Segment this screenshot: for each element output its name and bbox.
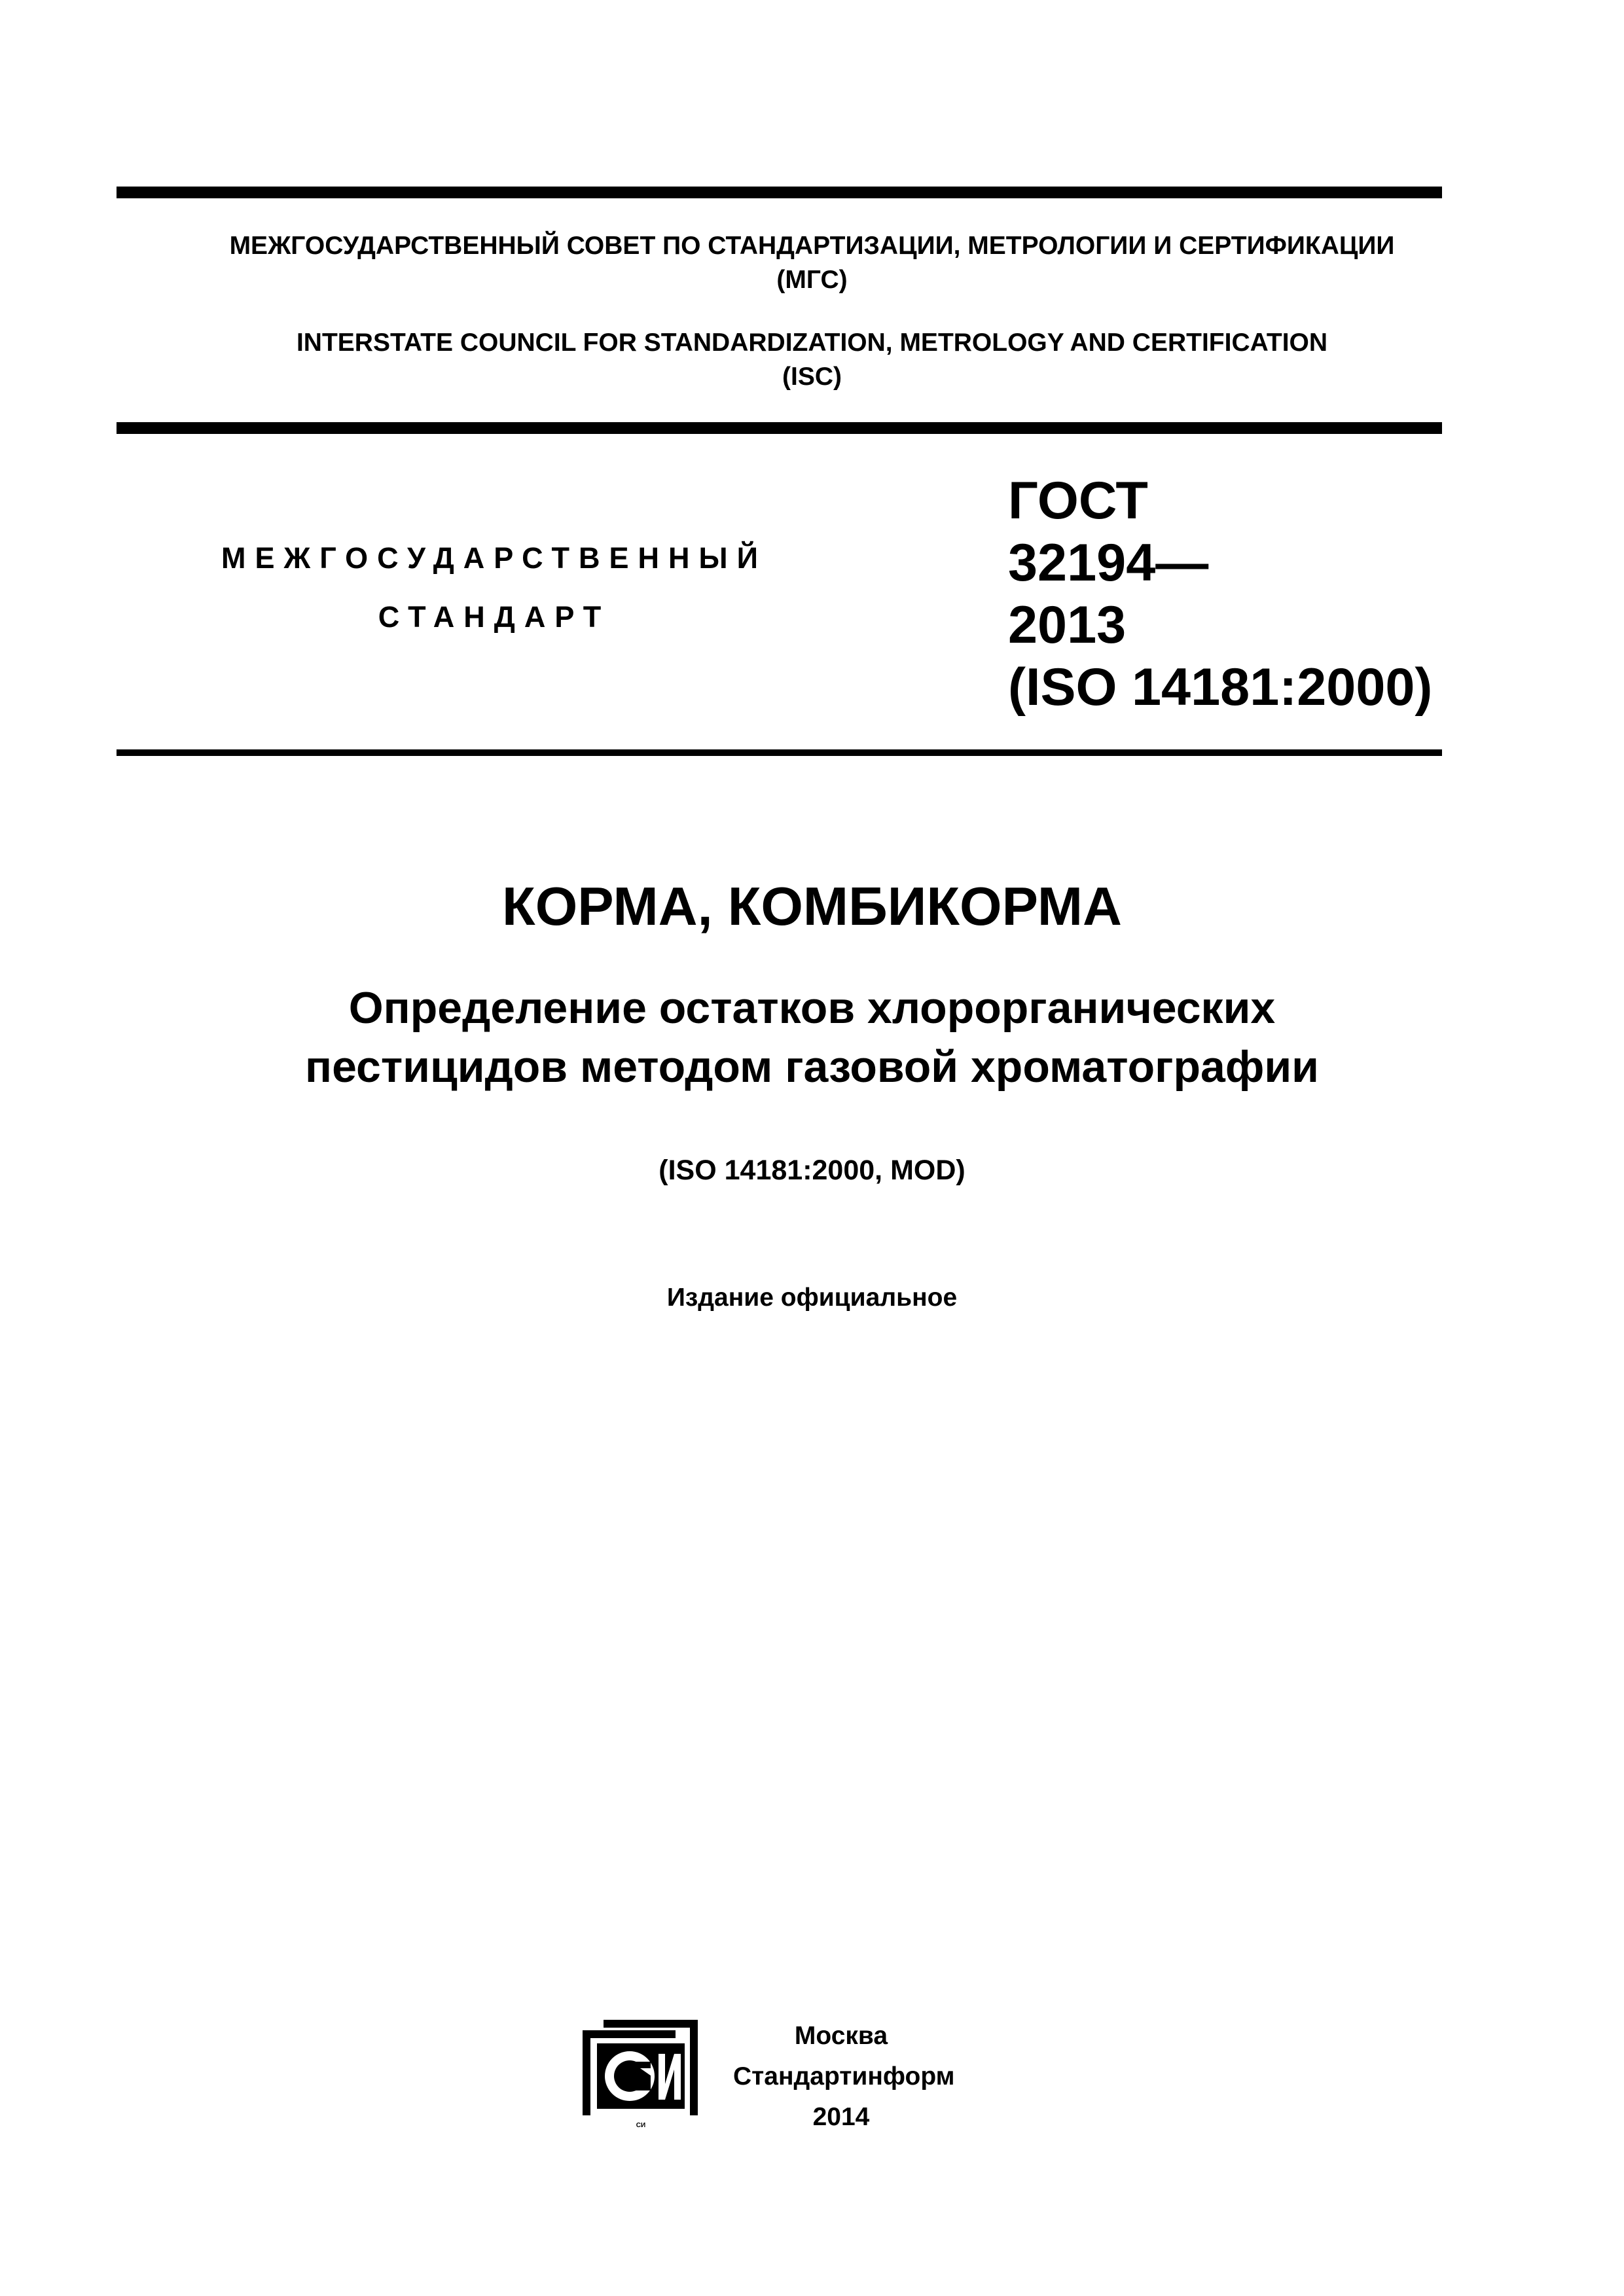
standard-designation (1008, 470, 1432, 719)
top-rule (117, 187, 1442, 198)
document-subtitle-line: Определение остатков хлорорганических (348, 983, 1276, 1033)
edition-note: Издание официальное (666, 1283, 958, 1312)
designation-year: 2013 (1008, 596, 1127, 655)
council-name-ru-line: МЕЖГОСУДАРСТВЕННЫЙ СОВЕТ ПО СТАНДАРТИЗАЦИИ, МЕТРОЛОГИИ И СЕРТИФИКАЦИИ (229, 232, 1395, 260)
iso-reference: (ISO 14181:2000, MOD) (659, 1155, 965, 1186)
council-name-en (0, 326, 1624, 394)
standartinform-logo-icon (577, 2017, 703, 2132)
publisher-name: Стандартинформ (733, 2062, 955, 2090)
logo-lettering: СИ (636, 2122, 646, 2129)
document-subtitle-line: пестицидов методом газовой хроматографии (305, 1042, 1319, 1092)
publisher-city: Москва (794, 2022, 888, 2050)
council-abbrev-en: (ISC) (782, 363, 842, 391)
council-name-en-line: INTERSTATE COUNCIL FOR STANDARDIZATION, METROLOGY AND CERTIFICATION (296, 329, 1328, 357)
interstate-standard-label-line: МЕЖГОСУДАРСТВЕННЫЙ (221, 541, 767, 575)
interstate-standard-label (144, 529, 844, 647)
document-subtitle (0, 978, 1624, 1096)
designation-bottom-rule (117, 749, 1442, 756)
council-name-ru (0, 229, 1624, 297)
council-abbrev-ru: (МГС) (776, 266, 848, 294)
document-title: КОРМА, КОМБИКОРМА (502, 876, 1122, 937)
designation-prefix: ГОСТ (1008, 471, 1148, 530)
publisher-year: 2014 (812, 2103, 870, 2131)
designation-number: 32194— (1008, 533, 1209, 592)
publisher-imprint (733, 2016, 955, 2138)
designation-iso: (ISO 14181:2000) (1008, 658, 1433, 717)
interstate-standard-label-line: СТАНДАРТ (378, 600, 611, 634)
header-bottom-rule (117, 422, 1442, 434)
